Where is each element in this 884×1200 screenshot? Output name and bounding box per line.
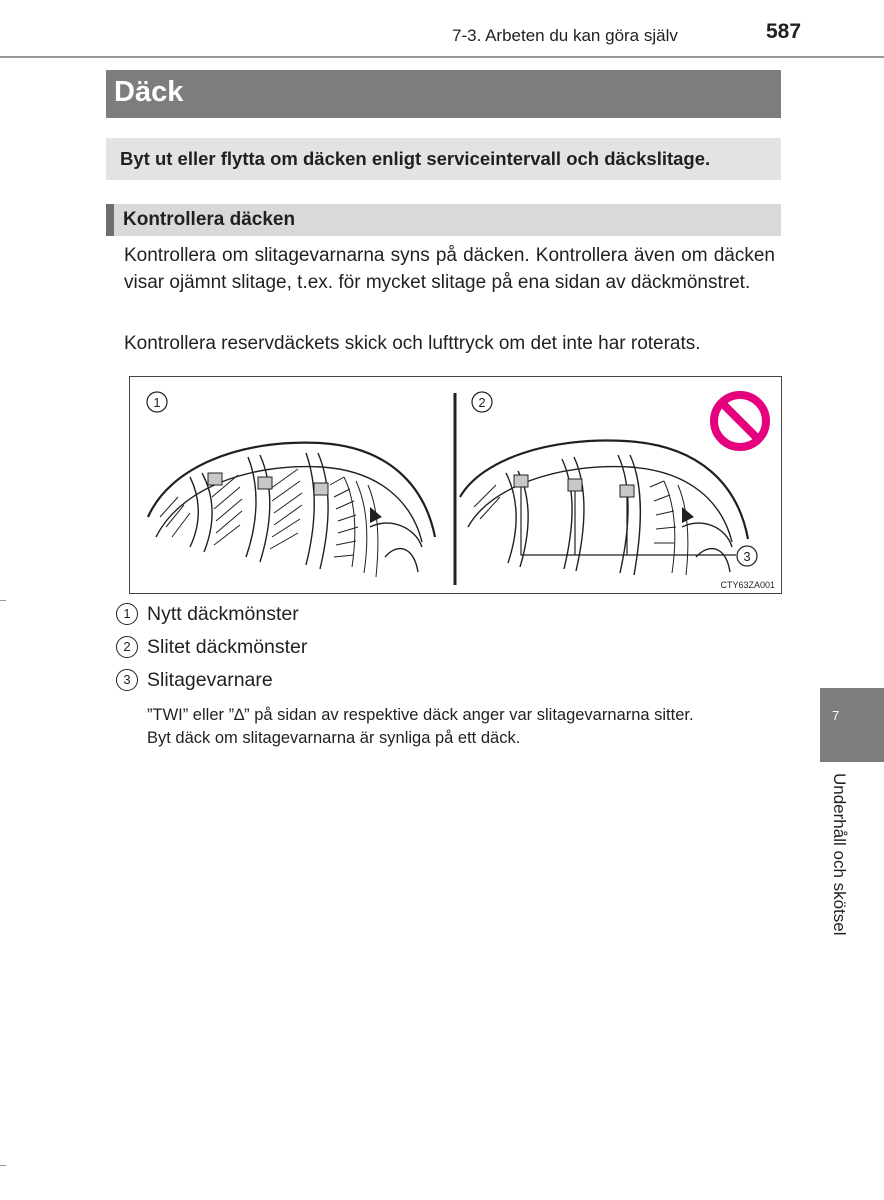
intro-text: Byt ut eller flytta om däcken enligt serviceintervall och däckslitage. <box>120 148 711 169</box>
figure-code: CTY63ZA001 <box>720 580 775 590</box>
paragraph-2: Kontrollera reservdäckets skick och lufttryck om det inte har roterats. <box>124 333 701 354</box>
subsection-heading: Kontrollera däcken <box>123 209 296 230</box>
side-tab-number: 7 <box>832 708 840 723</box>
subsection-bar <box>106 204 781 236</box>
legend-number-3: 3 <box>116 669 138 691</box>
header-rule <box>0 56 884 58</box>
legend-number-1: 1 <box>116 603 138 625</box>
header-section: 7-3. Arbeten du kan göra själv <box>452 26 678 45</box>
crop-mark <box>0 600 6 601</box>
side-tab-label: Underhåll och skötsel <box>830 773 849 936</box>
svg-text:1: 1 <box>153 395 161 410</box>
new-tire-drawing <box>148 443 435 577</box>
crop-mark <box>0 1165 6 1166</box>
subsection-marker <box>106 204 114 236</box>
note-line-1: ”TWI” eller ”∆” på sidan av respektive däck anger var slitagevarnarna sitter. <box>147 706 694 724</box>
title-bar <box>106 70 781 118</box>
marker-1 <box>147 392 167 412</box>
worn-tire-drawing <box>460 441 751 575</box>
svg-text:2: 2 <box>478 395 486 410</box>
tire-illustration <box>129 376 782 594</box>
prohibited-icon <box>714 395 766 447</box>
note-line-2: Byt däck om slitagevarnarna är synliga på ett däck. <box>147 729 521 747</box>
side-tab <box>820 688 884 762</box>
legend-text-2: Slitet däckmönster <box>147 636 308 658</box>
svg-text:3: 3 <box>743 549 751 564</box>
marker-2 <box>472 392 492 412</box>
page-number: 587 <box>766 20 802 43</box>
intro-box <box>106 138 781 180</box>
paragraph-1: Kontrollera om slitagevarnarna syns på däcken. Kontrollera även om däcken visar ojämnt slitage, t.ex. för mycket slitage på ena sidan av däckmönstret. <box>124 245 775 293</box>
marker-3 <box>737 546 757 566</box>
legend-number-2: 2 <box>116 636 138 658</box>
page-title: Däck <box>114 76 184 108</box>
legend-text-1: Nytt däckmönster <box>147 603 299 625</box>
legend-text-3: Slitagevarnare <box>147 669 273 691</box>
